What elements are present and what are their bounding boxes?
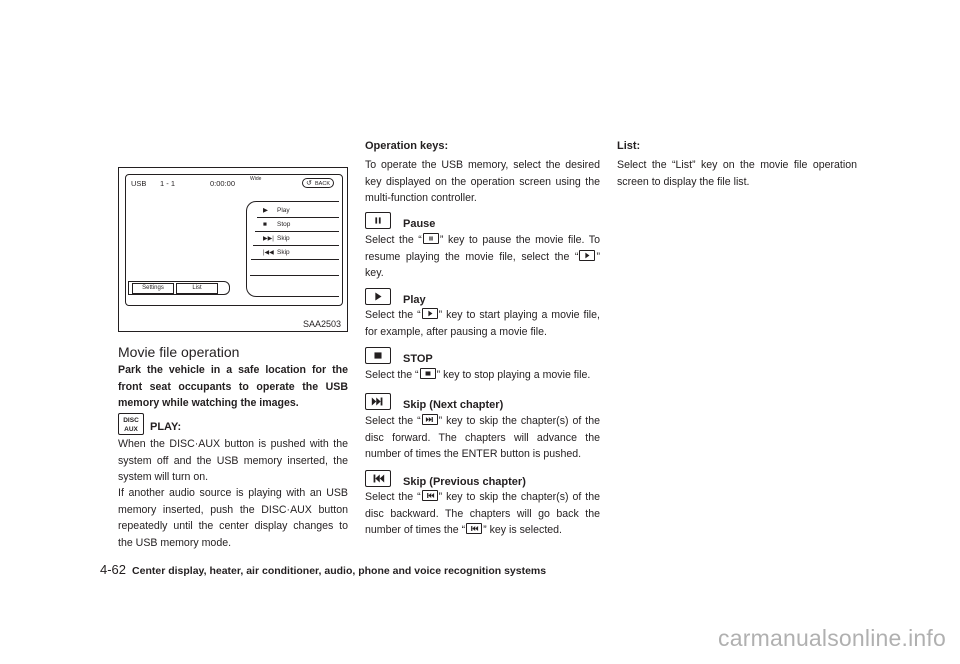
skip-next-key-heading [365,391,503,411]
play-icon: ▶ [263,207,268,214]
list-button[interactable] [176,283,218,294]
settings-button[interactable] [132,283,174,294]
text: ” key to skip the chapter(s) of the disc forward. The chapters will advance the number of times the ENTER button is pushed. [365,415,600,460]
pause-icon [423,233,439,244]
skip-next-label: Skip (Next chapter) [403,399,504,411]
aux-icon-text: AUX [124,426,138,433]
list-heading: List: [617,140,641,152]
menu-item-skip-prev[interactable] [251,247,339,260]
paragraph: Select the “List” key on the movie file operation screen to display the file list. [617,159,857,188]
stop-icon [420,368,436,379]
paragraph: When the DISC·AUX button is pushed with the system off and the USB memory inserted, the system will turn on. [118,438,348,483]
screen-figure [118,167,348,332]
text: ” key to pause the movie file. To resume playing the movie file, select the “ [365,234,600,263]
play-heading: PLAY: [150,421,182,433]
play-key-heading [365,286,426,306]
skip-prev-icon [466,523,482,534]
skip-next-icon: ▶▶| [263,236,274,242]
skip-prev-description [365,489,600,539]
text: Select the “ [365,491,421,503]
screen-display [125,174,343,306]
pause-key-heading [365,210,435,230]
pause-label: Pause [403,218,436,230]
text: Select the “ [365,415,421,427]
pause-icon [365,212,391,229]
menu-item-stop[interactable] [255,219,339,232]
text: ” key to stop playing a movie file. [436,369,591,381]
disc-aux-key-heading [118,413,181,435]
back-button[interactable] [302,178,334,188]
text: Select the “ [365,309,421,321]
menu-label: Skip [277,235,290,242]
pause-description [365,232,600,282]
text: ” key. [365,250,600,279]
menu-item-play[interactable] [257,205,339,218]
play-label: Play [403,294,426,306]
section-heading: Movie file operation [118,344,240,360]
stop-key-heading [365,345,433,365]
stop-description [365,367,600,384]
section-title: Center display, heater, air conditioner, audio, phone and voice recognition systems [132,565,547,577]
stop-icon: ■ [263,221,267,228]
skip-next-icon [365,393,391,410]
skip-next-icon [422,414,438,425]
skip-prev-icon [365,470,391,487]
menu-item-skip-next[interactable] [253,233,339,246]
figure-caption: SAA2503 [302,319,341,329]
page-number: 4-62 [100,562,127,577]
screen-source: USB [131,179,147,188]
menu-label: Play [277,207,290,214]
paragraph: To operate the USB memory, select the desired key displayed on the operation screen using the multi-function controller. [365,159,600,204]
play-description [365,307,600,340]
menu-item-empty [251,277,339,291]
play-icon [422,308,438,319]
text: ” key is selected. [483,524,562,536]
menu-item-empty [250,261,339,276]
screen-track: 1 - 1 [160,179,176,188]
screen-mode: Wide [250,176,262,182]
text: Select the “ [365,369,419,381]
text: ” key to start playing a movie file, for example, after pausing a movie file. [365,309,600,338]
play-icon [579,250,595,261]
text: ” key to skip the chapter(s) of the disc backward. The chapters will go back the number of times the “ [365,491,600,536]
disc-icon-text: DISC [123,417,139,424]
stop-label: STOP [403,353,433,365]
skip-prev-label: Skip (Previous chapter) [403,476,526,488]
disc-aux-icon [118,413,144,435]
warning-text: Park the vehicle in a safe location for the front seat occupants to operate the USB memory while watching the images. [118,364,348,409]
skip-prev-icon [422,490,438,501]
paragraph: If another audio source is playing with an USB memory inserted, push the DISC·AUX button repeatedly until the center display changes to the USB memory mode. [118,487,348,549]
back-icon: ↺ [306,180,312,187]
skip-next-description [365,413,600,463]
skip-prev-key-heading [365,468,526,488]
list-label: List [192,285,202,291]
watermark: carmanualsonline.info [718,625,946,651]
menu-label: Skip [277,249,290,256]
back-label: BACK [315,181,330,187]
operation-keys-heading: Operation keys: [365,140,449,152]
skip-prev-icon: |◀◀ [263,250,274,256]
stop-icon [365,347,391,364]
play-icon [365,288,391,305]
menu-panel [246,201,339,297]
screen-time: 0:00:00 [210,179,236,188]
text: Select the “ [365,234,422,246]
page-footer [100,562,546,577]
menu-label: Stop [277,221,291,228]
settings-label: Settings [142,285,164,291]
